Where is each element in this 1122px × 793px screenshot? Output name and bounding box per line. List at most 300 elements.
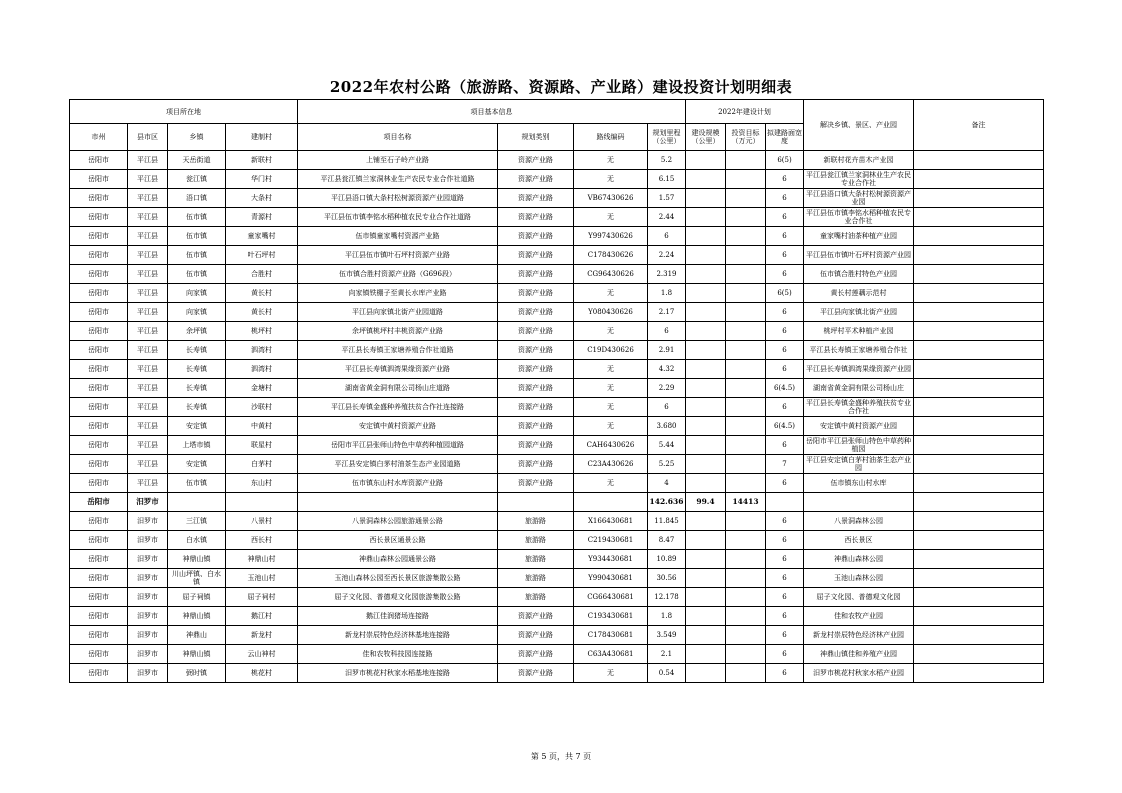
cell-city: 岳阳市 xyxy=(70,626,128,645)
cell-city: 岳阳市 xyxy=(70,417,128,436)
cell-scale xyxy=(686,322,726,341)
cell-mileage: 11.845 xyxy=(648,512,686,531)
cell-width: 6 xyxy=(766,550,804,569)
cell-name: 伍市镇东山村水库资源产业路 xyxy=(298,474,498,493)
cell-invest xyxy=(726,512,766,531)
cell-invest xyxy=(726,303,766,322)
cell-invest xyxy=(726,189,766,208)
cell-solve: 平江县浯口镇大条村松树源资源产业园 xyxy=(804,189,914,208)
cell-scale xyxy=(686,265,726,284)
cell-scale xyxy=(686,360,726,379)
cell-village: 联星村 xyxy=(226,436,298,455)
cell-county: 汨罗市 xyxy=(128,607,168,626)
cell-mileage: 30.56 xyxy=(648,569,686,588)
page-title: 2022年农村公路（旅游路、资源路、产业路）建设投资计划明细表 xyxy=(329,78,793,96)
header-group-basic: 项目基本信息 xyxy=(298,100,686,124)
cell-mileage: 2.91 xyxy=(648,341,686,360)
cell-solve: 平江县瓮江镇兰家洞林业生产农民专业合作社 xyxy=(804,170,914,189)
cell-remark xyxy=(914,645,1044,664)
cell-width: 6 xyxy=(766,398,804,417)
cell-type: 旅游路 xyxy=(498,512,574,531)
table-row xyxy=(70,322,1044,341)
cell-mileage: 3.549 xyxy=(648,626,686,645)
table-row xyxy=(70,227,1044,246)
cell-village: 新联村 xyxy=(226,151,298,170)
cell-solve: 新联村花卉苗木产业园 xyxy=(804,151,914,170)
cell-type: 资源产业路 xyxy=(498,379,574,398)
cell-city: 岳阳市 xyxy=(70,322,128,341)
header-type: 规划类别 xyxy=(498,124,574,151)
table-row xyxy=(70,607,1044,626)
subtotal-name xyxy=(298,493,498,512)
cell-town: 向家镇 xyxy=(168,303,226,322)
cell-remark xyxy=(914,303,1044,322)
cell-remark xyxy=(914,398,1044,417)
cell-county: 平江县 xyxy=(128,474,168,493)
cell-solve: 佳和农牧产业园 xyxy=(804,607,914,626)
cell-town: 白水镇 xyxy=(168,531,226,550)
cell-county: 汨罗市 xyxy=(128,550,168,569)
cell-code: C219430681 xyxy=(574,531,648,550)
cell-width: 6 xyxy=(766,588,804,607)
header-group-plan: 2022年建设计划 xyxy=(686,100,804,124)
cell-code: 无 xyxy=(574,664,648,683)
cell-remark xyxy=(914,512,1044,531)
cell-mileage: 4 xyxy=(648,474,686,493)
table-row xyxy=(70,208,1044,227)
cell-town: 三江镇 xyxy=(168,512,226,531)
cell-solve: 平江县向家镇北街产业园 xyxy=(804,303,914,322)
cell-name: 湖南省黄金洞有限公司杨山庄道路 xyxy=(298,379,498,398)
cell-county: 汨罗市 xyxy=(128,626,168,645)
cell-town: 川山坪镇、白水镇 xyxy=(168,569,226,588)
header-name: 项目名称 xyxy=(298,124,498,151)
cell-name: 新龙村崇辰特色经济林基地连接路 xyxy=(298,626,498,645)
cell-county: 汨罗市 xyxy=(128,531,168,550)
cell-width: 6(5) xyxy=(766,284,804,303)
cell-scale xyxy=(686,550,726,569)
cell-mileage: 1.8 xyxy=(648,284,686,303)
cell-solve: 湖南省黄金洞有限公司杨山庄 xyxy=(804,379,914,398)
cell-solve: 平江县安定镇白茅村油茶生态产业园 xyxy=(804,455,914,474)
cell-invest xyxy=(726,436,766,455)
cell-code: C19D430626 xyxy=(574,341,648,360)
table-row xyxy=(70,645,1044,664)
cell-width: 6 xyxy=(766,531,804,550)
cell-city: 岳阳市 xyxy=(70,341,128,360)
cell-code: C178430626 xyxy=(574,246,648,265)
cell-town: 浯口镇 xyxy=(168,189,226,208)
cell-code: C178430681 xyxy=(574,626,648,645)
cell-width: 6 xyxy=(766,474,804,493)
cell-town: 伍市镇 xyxy=(168,265,226,284)
header-row-group xyxy=(70,100,1044,124)
cell-code: CAH6430626 xyxy=(574,436,648,455)
cell-invest xyxy=(726,607,766,626)
cell-town: 上塔市镇 xyxy=(168,436,226,455)
cell-remark xyxy=(914,208,1044,227)
header-invest: 投资目标（万元） xyxy=(726,124,766,151)
subtotal-mileage: 142.636 xyxy=(648,493,686,512)
cell-scale xyxy=(686,417,726,436)
cell-solve: 神鼎山镇佳和养殖产业园 xyxy=(804,645,914,664)
cell-county: 平江县 xyxy=(128,360,168,379)
cell-city: 岳阳市 xyxy=(70,474,128,493)
cell-mileage: 2.17 xyxy=(648,303,686,322)
cell-mileage: 2.319 xyxy=(648,265,686,284)
cell-city: 岳阳市 xyxy=(70,569,128,588)
cell-mileage: 1.8 xyxy=(648,607,686,626)
subtotal-width xyxy=(766,493,804,512)
cell-city: 岳阳市 xyxy=(70,284,128,303)
table-row xyxy=(70,170,1044,189)
cell-code: 无 xyxy=(574,151,648,170)
cell-town: 安定镇 xyxy=(168,455,226,474)
table-row xyxy=(70,303,1044,322)
cell-city: 岳阳市 xyxy=(70,550,128,569)
cell-village: 大条村 xyxy=(226,189,298,208)
cell-city: 岳阳市 xyxy=(70,379,128,398)
table-row xyxy=(70,626,1044,645)
cell-solve: 安定镇中黄村资源产业园 xyxy=(804,417,914,436)
cell-type: 资源产业路 xyxy=(498,227,574,246)
cell-solve: 伍市镇合胜村特色产业园 xyxy=(804,265,914,284)
cell-remark xyxy=(914,664,1044,683)
cell-county: 平江县 xyxy=(128,265,168,284)
table-row xyxy=(70,664,1044,683)
cell-mileage: 5.2 xyxy=(648,151,686,170)
cell-code: 无 xyxy=(574,170,648,189)
cell-town: 伍市镇 xyxy=(168,227,226,246)
cell-mileage: 10.89 xyxy=(648,550,686,569)
cell-name: 平江县伍市镇叶石坪村资源产业路 xyxy=(298,246,498,265)
cell-village: 玉池山村 xyxy=(226,569,298,588)
header-width: 拟建路面宽度 xyxy=(766,124,804,151)
cell-name: 平江县长寿镇王家塘养殖合作社道路 xyxy=(298,341,498,360)
header-mileage: 规划里程（公里） xyxy=(648,124,686,151)
cell-code: C193430681 xyxy=(574,607,648,626)
cell-scale xyxy=(686,208,726,227)
cell-village: 黄长村 xyxy=(226,303,298,322)
cell-scale xyxy=(686,588,726,607)
cell-width: 6 xyxy=(766,322,804,341)
cell-width: 6(4.5) xyxy=(766,417,804,436)
cell-invest xyxy=(726,151,766,170)
cell-remark xyxy=(914,474,1044,493)
cell-remark xyxy=(914,151,1044,170)
cell-remark xyxy=(914,322,1044,341)
cell-width: 6 xyxy=(766,360,804,379)
cell-invest xyxy=(726,550,766,569)
cell-width: 6 xyxy=(766,626,804,645)
cell-scale xyxy=(686,170,726,189)
cell-village: 青源村 xyxy=(226,208,298,227)
cell-invest xyxy=(726,474,766,493)
cell-name: 平江县长寿镇金盛种养殖扶贫合作社连接路 xyxy=(298,398,498,417)
table-row xyxy=(70,398,1044,417)
cell-mileage: 2.29 xyxy=(648,379,686,398)
cell-village: 桃坪村 xyxy=(226,322,298,341)
cell-width: 6 xyxy=(766,303,804,322)
cell-city: 岳阳市 xyxy=(70,436,128,455)
cell-city: 岳阳市 xyxy=(70,588,128,607)
cell-invest xyxy=(726,227,766,246)
cell-scale xyxy=(686,284,726,303)
cell-mileage: 6 xyxy=(648,227,686,246)
cell-name: 岳阳市平江县张师山特色中草药种植园道路 xyxy=(298,436,498,455)
cell-village: 桃花村 xyxy=(226,664,298,683)
table-row xyxy=(70,531,1044,550)
cell-town: 安定镇 xyxy=(168,417,226,436)
cell-width: 6 xyxy=(766,645,804,664)
cell-width: 6 xyxy=(766,170,804,189)
cell-name: 平江县瓮江镇兰家洞林业生产农民专业合作社道路 xyxy=(298,170,498,189)
cell-code: C63A430681 xyxy=(574,645,648,664)
cell-scale xyxy=(686,151,726,170)
cell-remark xyxy=(914,607,1044,626)
cell-mileage: 1.57 xyxy=(648,189,686,208)
investment-table xyxy=(69,99,1044,683)
cell-remark xyxy=(914,588,1044,607)
cell-remark xyxy=(914,341,1044,360)
cell-invest xyxy=(726,569,766,588)
cell-code: 无 xyxy=(574,284,648,303)
subtotal-invest: 14413 xyxy=(726,493,766,512)
cell-scale xyxy=(686,227,726,246)
cell-code: Y990430681 xyxy=(574,569,648,588)
cell-code: 无 xyxy=(574,398,648,417)
cell-remark xyxy=(914,417,1044,436)
cell-type: 资源产业路 xyxy=(498,341,574,360)
cell-width: 6 xyxy=(766,265,804,284)
cell-town: 长寿镇 xyxy=(168,341,226,360)
cell-name: 屈子文化园、普德观文化园旅游集散公路 xyxy=(298,588,498,607)
cell-remark xyxy=(914,360,1044,379)
cell-remark xyxy=(914,265,1044,284)
cell-type: 资源产业路 xyxy=(498,664,574,683)
cell-invest xyxy=(726,664,766,683)
cell-county: 汨罗市 xyxy=(128,645,168,664)
cell-mileage: 6 xyxy=(648,398,686,417)
cell-scale xyxy=(686,569,726,588)
cell-scale xyxy=(686,246,726,265)
cell-county: 平江县 xyxy=(128,322,168,341)
cell-village: 云山神村 xyxy=(226,645,298,664)
cell-mileage: 6.15 xyxy=(648,170,686,189)
cell-remark xyxy=(914,379,1044,398)
cell-code: CG96430626 xyxy=(574,265,648,284)
cell-town: 弼时镇 xyxy=(168,664,226,683)
cell-village: 鹅江村 xyxy=(226,607,298,626)
cell-type: 旅游路 xyxy=(498,588,574,607)
cell-solve: 岳阳市平江县张师山特色中草药种植园 xyxy=(804,436,914,455)
cell-name: 伍市镇童家嘴村资源产业路 xyxy=(298,227,498,246)
cell-name: 汨罗市桃花村秋家水稻基地连接路 xyxy=(298,664,498,683)
table-row xyxy=(70,360,1044,379)
header-city: 市州 xyxy=(70,124,128,151)
cell-county: 平江县 xyxy=(128,398,168,417)
cell-city: 岳阳市 xyxy=(70,227,128,246)
cell-name: 八景洞森林公园旅游通景公路 xyxy=(298,512,498,531)
table-row xyxy=(70,265,1044,284)
cell-village: 泗湾村 xyxy=(226,341,298,360)
cell-solve: 汨罗市桃花村秋家水稻产业园 xyxy=(804,664,914,683)
cell-city: 岳阳市 xyxy=(70,360,128,379)
cell-invest xyxy=(726,208,766,227)
cell-width: 6 xyxy=(766,227,804,246)
header-solve: 解决乡镇、景区、产业园 xyxy=(804,100,914,151)
cell-scale xyxy=(686,626,726,645)
cell-town: 长寿镇 xyxy=(168,360,226,379)
cell-code: X166430681 xyxy=(574,512,648,531)
table-row xyxy=(70,341,1044,360)
cell-solve: 平江县伍市镇李铭水稻种植农民专业合作社 xyxy=(804,208,914,227)
cell-width: 6 xyxy=(766,436,804,455)
cell-village: 泗湾村 xyxy=(226,360,298,379)
cell-code: 无 xyxy=(574,379,648,398)
cell-invest xyxy=(726,265,766,284)
cell-invest xyxy=(726,531,766,550)
cell-village: 中黄村 xyxy=(226,417,298,436)
cell-width: 6 xyxy=(766,569,804,588)
cell-name: 平江县向家镇北街产业园道路 xyxy=(298,303,498,322)
cell-width: 6(5) xyxy=(766,151,804,170)
cell-type: 旅游路 xyxy=(498,569,574,588)
cell-solve: 平江县长寿镇王家塘养殖合作社 xyxy=(804,341,914,360)
cell-remark xyxy=(914,189,1044,208)
cell-name: 平江县长寿镇泗湾果缘资源产业路 xyxy=(298,360,498,379)
cell-type: 旅游路 xyxy=(498,550,574,569)
cell-remark xyxy=(914,436,1044,455)
cell-town: 余坪镇 xyxy=(168,322,226,341)
cell-type: 资源产业路 xyxy=(498,474,574,493)
cell-mileage: 5.44 xyxy=(648,436,686,455)
cell-code: 无 xyxy=(574,322,648,341)
cell-invest xyxy=(726,398,766,417)
table-row xyxy=(70,512,1044,531)
cell-code: 无 xyxy=(574,208,648,227)
cell-city: 岳阳市 xyxy=(70,664,128,683)
cell-remark xyxy=(914,455,1044,474)
cell-county: 平江县 xyxy=(128,455,168,474)
cell-remark xyxy=(914,227,1044,246)
cell-county: 汨罗市 xyxy=(128,512,168,531)
header-village: 建制村 xyxy=(226,124,298,151)
cell-city: 岳阳市 xyxy=(70,531,128,550)
cell-invest xyxy=(726,588,766,607)
cell-county: 平江县 xyxy=(128,189,168,208)
header-group-location: 项目所在地 xyxy=(70,100,298,124)
cell-village: 西长村 xyxy=(226,531,298,550)
cell-name: 佳和农牧科技园连接路 xyxy=(298,645,498,664)
cell-remark xyxy=(914,170,1044,189)
cell-town: 神鼎山镇 xyxy=(168,607,226,626)
cell-town: 瓮江镇 xyxy=(168,170,226,189)
cell-name: 平江县伍市镇李铭水稻种植农民专业合作社道路 xyxy=(298,208,498,227)
cell-type: 资源产业路 xyxy=(498,170,574,189)
header-remark: 备注 xyxy=(914,100,1044,151)
cell-scale xyxy=(686,189,726,208)
cell-town: 神鼎山镇 xyxy=(168,550,226,569)
cell-county: 平江县 xyxy=(128,284,168,303)
cell-county: 汨罗市 xyxy=(128,664,168,683)
cell-invest xyxy=(726,379,766,398)
cell-village: 华门村 xyxy=(226,170,298,189)
subtotal-row xyxy=(70,493,1044,512)
cell-type: 资源产业路 xyxy=(498,208,574,227)
cell-width: 6 xyxy=(766,512,804,531)
cell-mileage: 2.24 xyxy=(648,246,686,265)
cell-name: 平江县浯口镇大条村松树源资源产业园道路 xyxy=(298,189,498,208)
cell-city: 岳阳市 xyxy=(70,170,128,189)
cell-village: 东山村 xyxy=(226,474,298,493)
cell-code: 无 xyxy=(574,417,648,436)
header-county: 县市区 xyxy=(128,124,168,151)
cell-type: 资源产业路 xyxy=(498,322,574,341)
table-row xyxy=(70,379,1044,398)
cell-solve: 屈子文化园、普德观文化园 xyxy=(804,588,914,607)
cell-invest xyxy=(726,455,766,474)
cell-solve: 八景洞森林公园 xyxy=(804,512,914,531)
table-row xyxy=(70,246,1044,265)
cell-town: 天岳街道 xyxy=(168,151,226,170)
cell-scale xyxy=(686,664,726,683)
cell-name: 上铺至石子岭产业路 xyxy=(298,151,498,170)
page-footer: 第 5 页，共 7 页 xyxy=(530,752,592,761)
cell-village: 新龙村 xyxy=(226,626,298,645)
cell-scale xyxy=(686,398,726,417)
subtotal-code xyxy=(574,493,648,512)
table-row xyxy=(70,417,1044,436)
cell-remark xyxy=(914,550,1044,569)
cell-county: 平江县 xyxy=(128,436,168,455)
cell-width: 6 xyxy=(766,189,804,208)
header-town: 乡镇 xyxy=(168,124,226,151)
cell-town: 神鼎山 xyxy=(168,626,226,645)
cell-mileage: 12.178 xyxy=(648,588,686,607)
cell-county: 汨罗市 xyxy=(128,569,168,588)
cell-village: 黄长村 xyxy=(226,284,298,303)
cell-scale xyxy=(686,436,726,455)
cell-scale xyxy=(686,645,726,664)
cell-solve: 平江县长寿镇泗湾果缘资源产业园 xyxy=(804,360,914,379)
cell-type: 资源产业路 xyxy=(498,398,574,417)
cell-name: 向家镇铁棚子至黄长水库产业路 xyxy=(298,284,498,303)
cell-type: 资源产业路 xyxy=(498,265,574,284)
cell-solve: 桃坪村平术种植产业园 xyxy=(804,322,914,341)
cell-solve: 西长景区 xyxy=(804,531,914,550)
cell-code: C23A430626 xyxy=(574,455,648,474)
cell-invest xyxy=(726,341,766,360)
cell-type: 资源产业路 xyxy=(498,417,574,436)
cell-type: 资源产业路 xyxy=(498,626,574,645)
subtotal-solve xyxy=(804,493,914,512)
cell-remark xyxy=(914,569,1044,588)
cell-town: 向家镇 xyxy=(168,284,226,303)
cell-type: 旅游路 xyxy=(498,531,574,550)
cell-solve: 新龙村崇辰特色经济林产业园 xyxy=(804,626,914,645)
table-row xyxy=(70,474,1044,493)
cell-name: 平江县安定镇白茅村油茶生态产业园道路 xyxy=(298,455,498,474)
cell-invest xyxy=(726,284,766,303)
table-row xyxy=(70,189,1044,208)
cell-width: 6 xyxy=(766,664,804,683)
cell-mileage: 4.32 xyxy=(648,360,686,379)
subtotal-county: 汨罗市 xyxy=(128,493,168,512)
cell-village: 神鼎山村 xyxy=(226,550,298,569)
cell-city: 岳阳市 xyxy=(70,151,128,170)
cell-mileage: 6 xyxy=(648,322,686,341)
